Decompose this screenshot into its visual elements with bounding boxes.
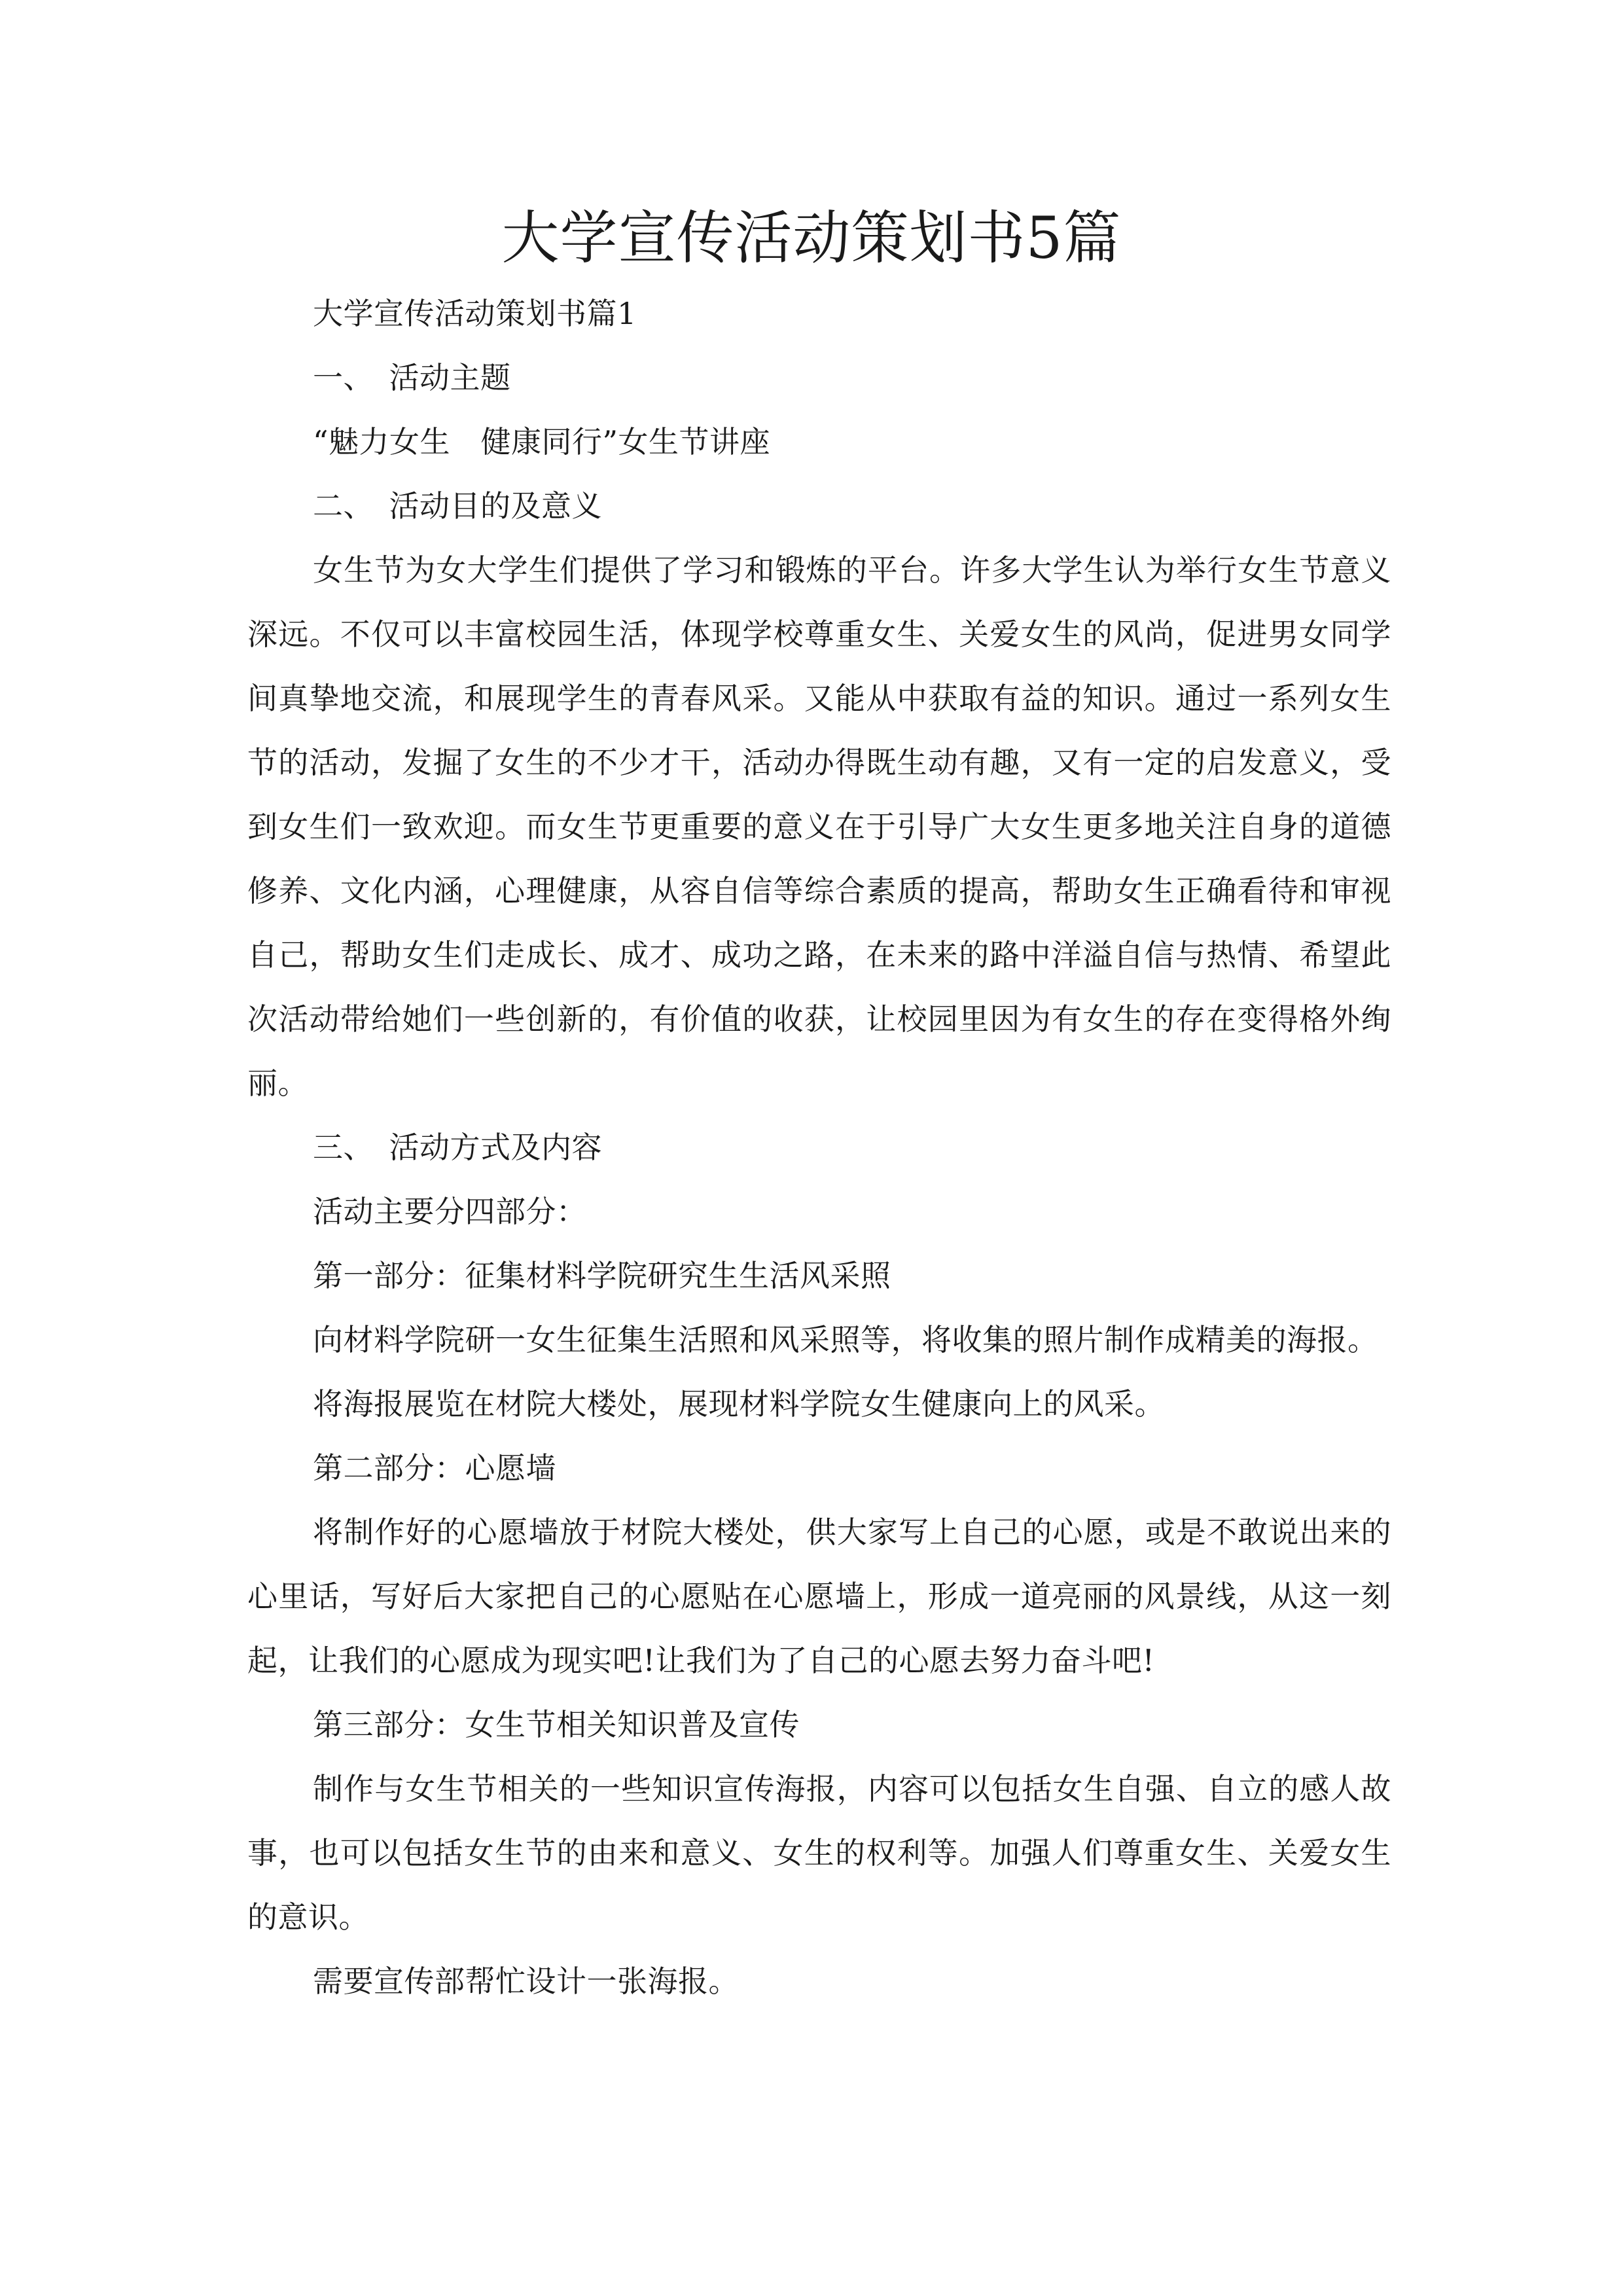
heading-purpose: 二、 活动目的及意义 [313,488,602,524]
subheading-part-one: 第一部分：征集材料学院研究生生活风采照 [313,1258,891,1293]
paragraph: 女生节为女大学生们提供了学习和锻炼的平台。许多大学生认为举行女生节意义深远。不仅可以丰富校园生活，体现学校尊重女生、关爱女生的风尚，促进男女同学间真挚地交流，和展现学生的青春风采。又能从中获取有益的知识。通过一系列女生节的活动，发掘了女生的不少才干，活动办得既生动有趣，又有一定的启发意义，受到女生们一致欢迎。而女生节更重要的意义在于引导广大女生更多地关注自身的道德修养、文化内涵，心理健康，从容自信等综合素质的提高，帮助女生正确看待和审视自己，帮助女生们走成长、成才、成功之路，在未来的路中洋溢自信与热情、希望此次活动带给她们一些创新的，有价值的收获，让校园里因为有女生的存在变得格外绚丽。 [247,552,1391,1101]
paragraph: 制作与女生节相关的一些知识宣传海报，内容可以包括女生自强、自立的感人故事，也可以包括女生节的由来和意义、女生的权利等。加强人们尊重女生、关爱女生的意识。 [247,1771,1391,1935]
heading-activity-theme: 一、 活动主题 [313,360,511,395]
paragraph: 向材料学院研一女生征集生活照和风采照等，将收集的照片制作成精美的海报。 [313,1322,1378,1357]
subheading-part-two: 第二部分：心愿墙 [313,1450,556,1486]
document-title: 大学宣传活动策划书5篇 [501,204,1122,272]
subheading-part-three: 第三部分：女生节相关知识普及宣传 [313,1707,800,1742]
paragraph: 将海报展览在材院大楼处，展现材料学院女生健康向上的风采。 [313,1386,1165,1422]
document-body [247,281,1391,2013]
section-heading: 大学宣传活动策划书篇1 [313,296,637,331]
paragraph: 将制作好的心愿墙放于材院大楼处，供大家写上自己的心愿，或是不敢说出来的心里话，写好后大家把自己的心愿贴在心愿墙上，形成一道亮丽的风景线，从这一刻起，让我们的心愿成为现实吧!让我们为了自己的心愿去努力奋斗吧! [247,1515,1391,1678]
paragraph: “魅力女生 健康同行”女生节讲座 [313,424,771,459]
paragraph: 需要宣传部帮忙设计一张海报。 [313,1964,739,1999]
paragraph: 活动主要分四部分： [313,1194,587,1229]
heading-method: 三、 活动方式及内容 [313,1130,602,1165]
